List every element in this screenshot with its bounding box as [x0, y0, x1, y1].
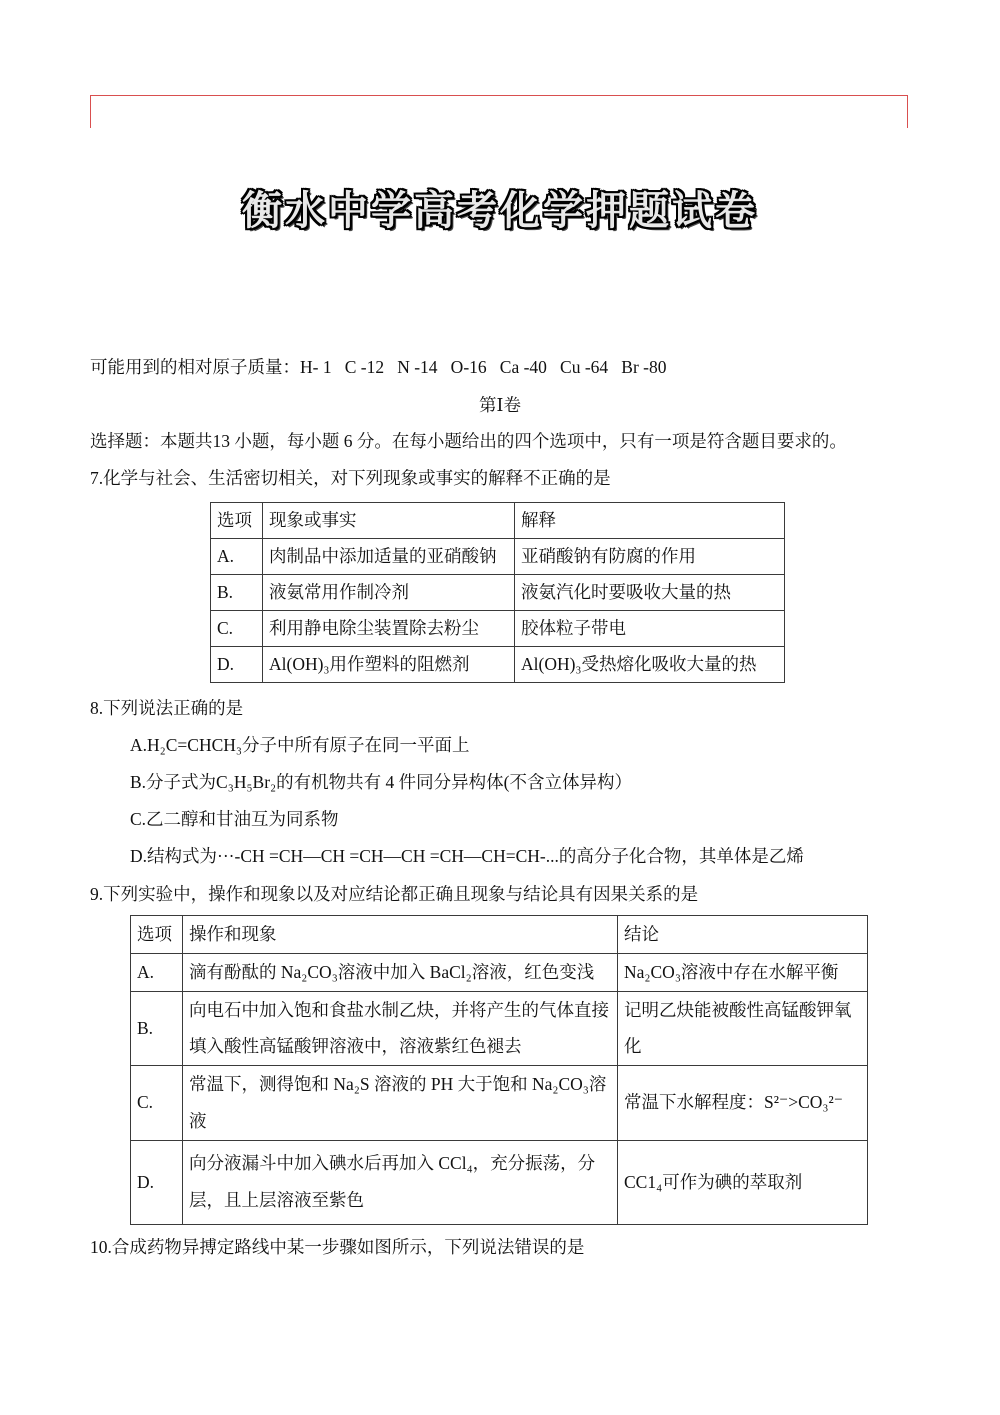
q9-row-a-conclusion: Na₂CO₃溶液中存在水解平衡: [618, 953, 868, 991]
q7-row-a-explanation: 亚硝酸钠有防腐的作用: [515, 539, 785, 575]
q7-row-a-option: A.: [211, 539, 263, 575]
q8-stem: 8.下列说法正确的是: [90, 698, 244, 718]
section-instructions: 选择题：本题共13 小题，每小题 6 分。在每小题给出的四个选项中，只有一项是符含题目要求的。: [90, 431, 847, 451]
q7-row-b-explanation: 液氨汽化时要吸收大量的热: [515, 575, 785, 611]
q9-row-a-operation: 滴有酚酞的 Na₂CO₃溶液中加入 BaCl₂溶液，红色变浅: [183, 953, 618, 991]
q9-row-b-conclusion: 记明乙炔能被酸性高锰酸钾氧化: [618, 991, 868, 1066]
q8-option-a: A.H₂C=CHCH₃分子中所有原子在同一平面上: [130, 735, 470, 755]
q9-header-row: [131, 916, 868, 954]
table-row: [131, 953, 868, 991]
q9-table: [130, 915, 868, 1225]
q7-row-d-explanation: Al(OH)₃受热熔化吸收大量的热: [515, 647, 785, 683]
table-row: [211, 611, 785, 647]
q9-header-operation: 操作和现象: [183, 916, 618, 954]
q7-row-c-option: C.: [211, 611, 263, 647]
table-row: [131, 1066, 868, 1141]
table-row: [131, 1140, 868, 1224]
q9-stem: 9.下列实验中，操作和现象以及对应结论都正确且现象与结论具有因果关系的是: [90, 884, 699, 904]
q7-row-c-fact: 利用静电除尘装置除去粉尘: [263, 611, 515, 647]
q7-header-row: [211, 503, 785, 539]
q9-row-b-option: B.: [131, 991, 183, 1066]
q9-row-d-conclusion: CC1₄可作为碘的萃取剂: [618, 1140, 868, 1224]
table-row: [131, 991, 868, 1066]
q7-header-option: 选项: [211, 503, 263, 539]
exam-content: [0, 355, 1000, 1259]
q7-row-d-fact: Al(OH)₃用作塑料的阻燃剂: [263, 647, 515, 683]
q9-row-c-operation: 常温下，测得饱和 Na₂S 溶液的 PH 大于饱和 Na₂CO₃溶液: [183, 1066, 618, 1141]
atomic-mass-line: 可能用到的相对原子质量：H- 1 C -12 N -14 O-16 Ca -40 Cu -64 Br -80: [90, 357, 667, 377]
q9-row-b-operation: 向电石中加入饱和食盐水制乙炔，并将产生的气体直接填入酸性高锰酸钾溶液中，溶液紫红色褪去: [183, 991, 618, 1066]
table-row: [211, 575, 785, 611]
q8-option-d: D.结构式为···-CH =CH—CH =CH—CH =CH—CH=CH-...的高分子化合物，其单体是乙烯: [130, 846, 804, 866]
q7-row-b-option: B.: [211, 575, 263, 611]
q7-header-fact: 现象或事实: [263, 503, 515, 539]
page-title: 衡水中学高考化学押题试卷: [242, 188, 758, 233]
q9-row-d-option: D.: [131, 1140, 183, 1224]
q9-row-a-option: A.: [131, 953, 183, 991]
table-row: [211, 647, 785, 683]
header-box: [90, 95, 908, 128]
q7-row-d-option: D.: [211, 647, 263, 683]
q9-header-option: 选项: [131, 916, 183, 954]
q9-row-c-option: C.: [131, 1066, 183, 1141]
q7-row-b-fact: 液氨常用作制冷剂: [263, 575, 515, 611]
table-row: [211, 539, 785, 575]
q8-option-b: B.分子式为C₃H₅Br₂的有机物共有 4 件同分异构体(不含立体异构）: [130, 772, 632, 792]
q7-table: [210, 502, 785, 683]
q9-row-d-operation: 向分液漏斗中加入碘水后再加入 CCl₄，充分振荡，分层，且上层溶液至紫色: [183, 1140, 618, 1224]
q8-option-c: C.乙二醇和甘油互为同系物: [130, 809, 339, 829]
q7-row-c-explanation: 胶体粒子带电: [515, 611, 785, 647]
part-title: 第Ⅰ卷: [479, 395, 521, 415]
q9-header-conclusion: 结论: [618, 916, 868, 954]
q7-stem: 7.化学与社会、生活密切相关，对下列现象或事实的解释不正确的是: [90, 468, 611, 488]
q7-row-a-fact: 肉制品中添加适量的亚硝酸钠: [263, 539, 515, 575]
q7-header-explanation: 解释: [515, 503, 785, 539]
q9-row-c-conclusion: 常温下水解程度：S²⁻>CO₃²⁻: [618, 1066, 868, 1141]
q10-stem: 10.合成药物异搏定路线中某一步骤如图所示，下列说法错误的是: [90, 1236, 585, 1257]
